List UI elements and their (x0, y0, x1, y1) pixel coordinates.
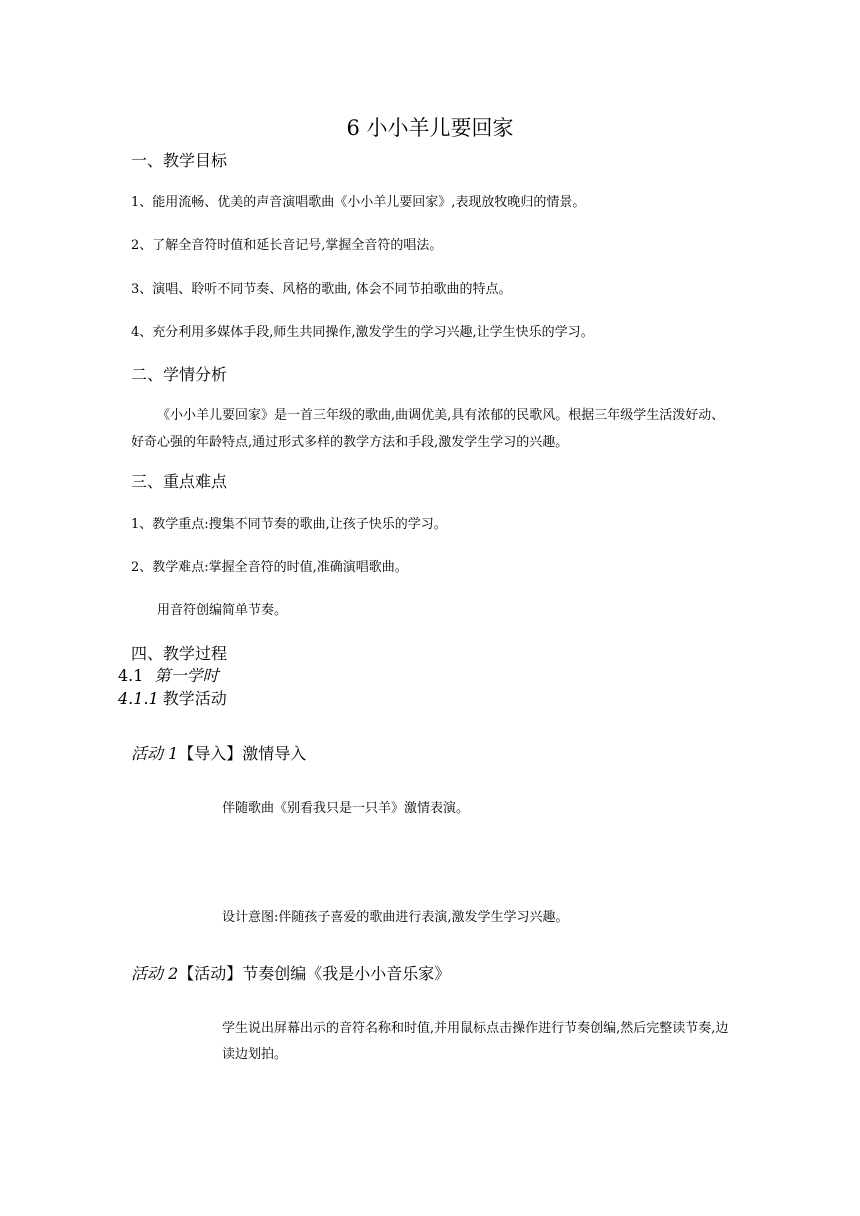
section-heading-goals: 一、教学目标 (131, 151, 228, 170)
keypoint-item: 1、教学重点:搜集不同节奏的歌曲,让孩子快乐的学习。 (131, 517, 447, 532)
activity-name: 激情导入 (242, 744, 307, 763)
section-heading-process: 四、教学过程 (131, 644, 228, 663)
page-title: 6 小小羊儿要回家 (346, 116, 514, 140)
activity-1-text: 伴随歌曲《别看我只是一只羊》激情表演。 (222, 801, 470, 816)
activity-tag: 【活动】 (178, 964, 243, 983)
subheading-label: 第一学时 (154, 666, 219, 685)
goal-item: 2、了解全音符时值和延长音记号,掌握全音符的唱法。 (131, 238, 443, 253)
activity-prefix: 活动 1 (131, 744, 179, 763)
section-heading-analysis: 二、学情分析 (131, 365, 228, 384)
keypoint-extra: 用音符创编简单节奏。 (157, 603, 288, 618)
analysis-paragraph: 《小小羊儿要回家》是一首三年级的歌曲,曲调优美,具有浓郁的民歌风。根据三年级学生活泼好动、好奇心强的年龄特点,通过形式多样的教学方法和手段,激发学生学习的兴趣。 (131, 408, 725, 450)
subheading-activities (118, 688, 227, 710)
goal-item: 3、演唱、聆听不同节奏、风格的歌曲, 体会不同节拍歌曲的特点。 (131, 282, 512, 297)
activity-2-text: 学生说出屏幕出示的音符名称和时值,并用鼠标点击操作进行节奏创编,然后完整读节奏,边读边划拍。 (222, 1021, 729, 1062)
subheading-label: 教学活动 (162, 689, 227, 708)
subheading-number: 4.1.1 (118, 689, 159, 708)
keypoint-item: 2、教学难点:掌握全音符的时值,准确演唱歌曲。 (131, 560, 408, 575)
goal-item: 4、充分利用多媒体手段,师生共同操作,激发学生的学习兴趣,让学生快乐的学习。 (131, 325, 594, 340)
activity-1-design: 设计意图:伴随孩子喜爱的歌曲进行表演,激发学生学习兴趣。 (222, 910, 569, 925)
subheading-first-period (118, 665, 219, 687)
activity-2-heading (131, 963, 450, 985)
activity-1-heading (131, 743, 306, 765)
activity-prefix: 活动 2 (131, 964, 179, 983)
activity-tag: 【导入】 (178, 744, 243, 763)
subheading-number: 4.1 (118, 666, 144, 685)
goal-item: 1、能用流畅、优美的声音演唱歌曲《小小羊儿要回家》,表现放牧晚归的情景。 (131, 195, 586, 210)
activity-name: 节奏创编《我是小小音乐家》 (242, 964, 451, 983)
section-heading-keypoints: 三、重点难点 (131, 472, 228, 491)
